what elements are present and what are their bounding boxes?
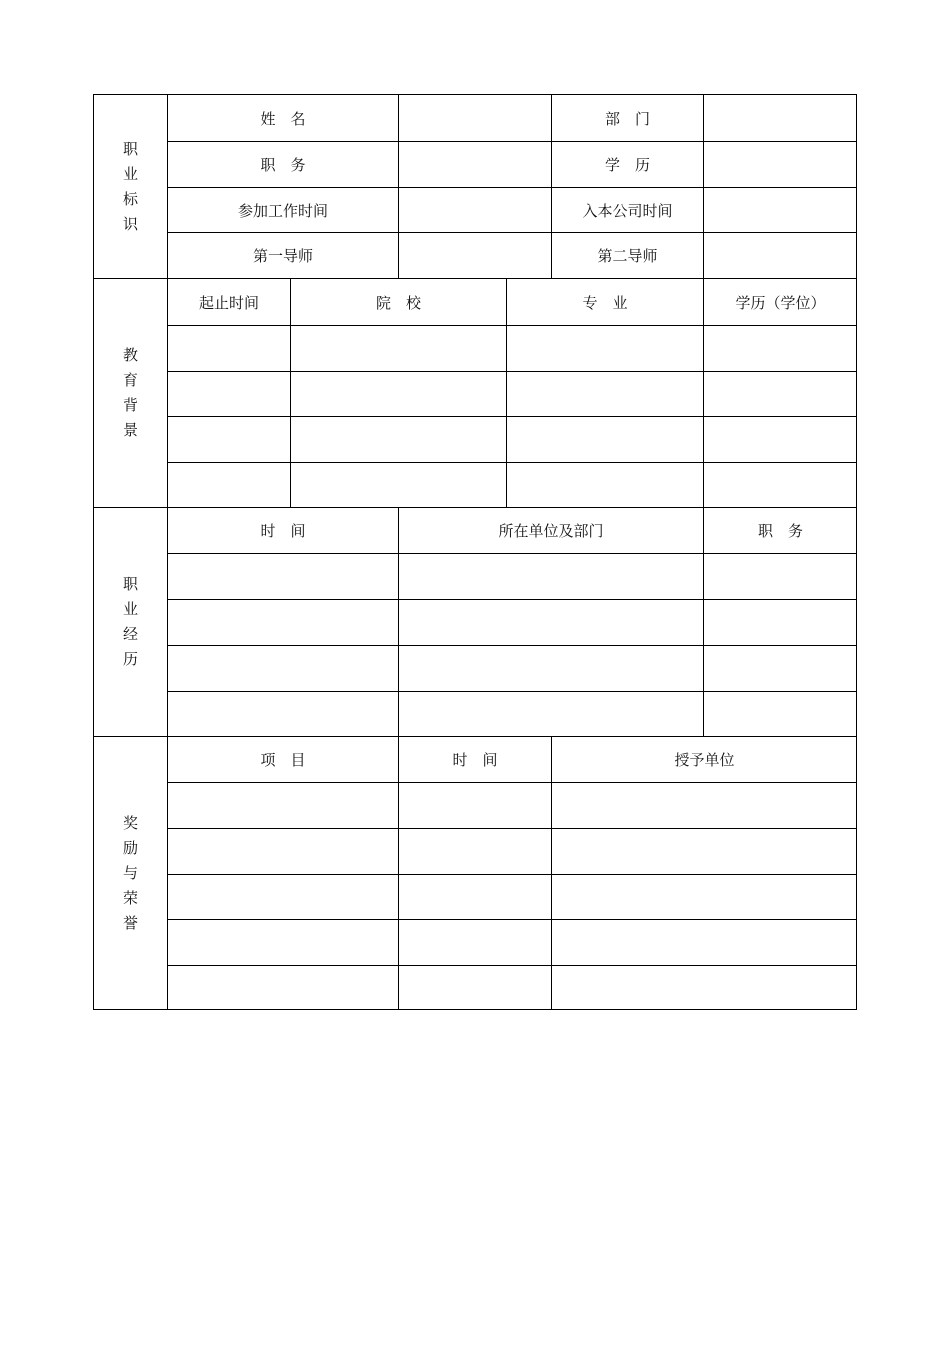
major-header: 专 业	[506, 279, 703, 325]
section-label-char: 育	[122, 371, 138, 389]
name-field[interactable]	[398, 95, 551, 141]
section-label-char: 背	[122, 396, 138, 414]
education-cell[interactable]	[703, 325, 857, 371]
section-label-char: 职	[122, 139, 138, 158]
section-label-char: 识	[122, 214, 138, 233]
degree-header: 学历（学位）	[703, 279, 857, 325]
department-label: 部 门	[551, 95, 703, 141]
education-grid	[168, 279, 856, 507]
career-cell[interactable]	[703, 599, 857, 645]
award-cell[interactable]	[168, 919, 398, 965]
career-cell[interactable]	[398, 645, 703, 691]
identity-section	[94, 95, 856, 278]
award-time-header: 时 间	[398, 737, 551, 782]
award-cell[interactable]	[398, 919, 551, 965]
education-section-label	[94, 279, 168, 507]
section-label-char: 经	[122, 625, 138, 643]
section-label-char: 奖	[122, 813, 138, 832]
education-cell[interactable]	[168, 371, 290, 416]
education-level-field[interactable]	[703, 141, 857, 187]
education-cell[interactable]	[168, 325, 290, 371]
career-cell[interactable]	[398, 599, 703, 645]
education-cell[interactable]	[703, 416, 857, 462]
education-cell[interactable]	[506, 371, 703, 416]
career-cell[interactable]	[168, 599, 398, 645]
education-section	[94, 278, 856, 507]
education-cell[interactable]	[506, 462, 703, 508]
education-cell[interactable]	[703, 462, 857, 508]
section-label-char: 标	[122, 189, 138, 208]
award-cell[interactable]	[551, 965, 857, 1010]
awarding-unit-header: 授予单位	[551, 737, 857, 782]
career-time-header: 时 间	[260, 522, 306, 540]
award-item-header: 项 目	[260, 751, 306, 769]
employer-department-header: 所在单位及部门	[398, 508, 703, 553]
identity-section-label	[94, 95, 168, 278]
join-company-time-field[interactable]	[703, 187, 857, 232]
work-start-time-label: 参加工作时间	[168, 187, 398, 232]
second-mentor-label: 第二导师	[551, 232, 703, 278]
career-cell[interactable]	[168, 645, 398, 691]
position-field[interactable]	[398, 141, 551, 187]
section-label-char: 历	[122, 650, 138, 668]
career-cell[interactable]	[168, 691, 398, 737]
section-label-char: 业	[122, 600, 138, 618]
award-cell[interactable]	[168, 782, 398, 828]
section-label-char: 职	[122, 575, 138, 593]
section-label-char: 誉	[122, 913, 138, 932]
award-cell[interactable]	[168, 828, 398, 874]
identity-grid	[168, 95, 856, 278]
education-cell[interactable]	[290, 325, 506, 371]
education-cell[interactable]	[290, 371, 506, 416]
award-cell[interactable]	[398, 828, 551, 874]
education-cell[interactable]	[506, 325, 703, 371]
department-field[interactable]	[703, 95, 857, 141]
career-cell[interactable]	[703, 691, 857, 737]
award-cell[interactable]	[551, 782, 857, 828]
first-mentor-label: 第一导师	[168, 232, 398, 278]
career-cell[interactable]	[168, 553, 398, 599]
section-label-char: 与	[122, 863, 138, 882]
section-label-char: 教	[122, 346, 138, 364]
award-cell[interactable]	[551, 828, 857, 874]
school-header: 院 校	[290, 279, 506, 325]
award-cell[interactable]	[551, 874, 857, 919]
join-company-time-label: 入本公司时间	[551, 187, 703, 232]
career-cell[interactable]	[703, 553, 857, 599]
first-mentor-field[interactable]	[398, 232, 551, 278]
position-label: 职 务	[168, 141, 398, 187]
award-cell[interactable]	[168, 874, 398, 919]
education-cell[interactable]	[290, 416, 506, 462]
education-cell[interactable]	[168, 416, 290, 462]
career-section-label	[94, 508, 168, 736]
career-section	[94, 507, 856, 736]
career-cell[interactable]	[398, 553, 703, 599]
awards-grid	[168, 737, 856, 1009]
career-cell[interactable]	[398, 691, 703, 737]
career-position-header: 职 务	[703, 508, 857, 553]
education-cell[interactable]	[506, 416, 703, 462]
education-level-label: 学 历	[551, 141, 703, 187]
employee-profile-form	[93, 94, 857, 1010]
award-cell[interactable]	[398, 874, 551, 919]
award-cell[interactable]	[398, 965, 551, 1010]
career-cell[interactable]	[703, 645, 857, 691]
section-label-char: 励	[122, 838, 138, 857]
education-cell[interactable]	[290, 462, 506, 508]
section-label-char: 荣	[122, 888, 138, 907]
section-label-char: 景	[122, 421, 138, 439]
work-start-time-field[interactable]	[398, 187, 551, 232]
award-cell[interactable]	[168, 965, 398, 1010]
education-cell[interactable]	[168, 462, 290, 508]
period-header: 起止时间	[198, 293, 259, 312]
award-cell[interactable]	[551, 919, 857, 965]
name-label: 姓 名	[260, 109, 306, 128]
career-grid	[168, 508, 856, 736]
education-cell[interactable]	[703, 371, 857, 416]
awards-section-label	[94, 737, 168, 1009]
section-label-char: 业	[122, 164, 138, 183]
second-mentor-field[interactable]	[703, 232, 857, 278]
awards-section	[94, 736, 856, 1009]
award-cell[interactable]	[398, 782, 551, 828]
